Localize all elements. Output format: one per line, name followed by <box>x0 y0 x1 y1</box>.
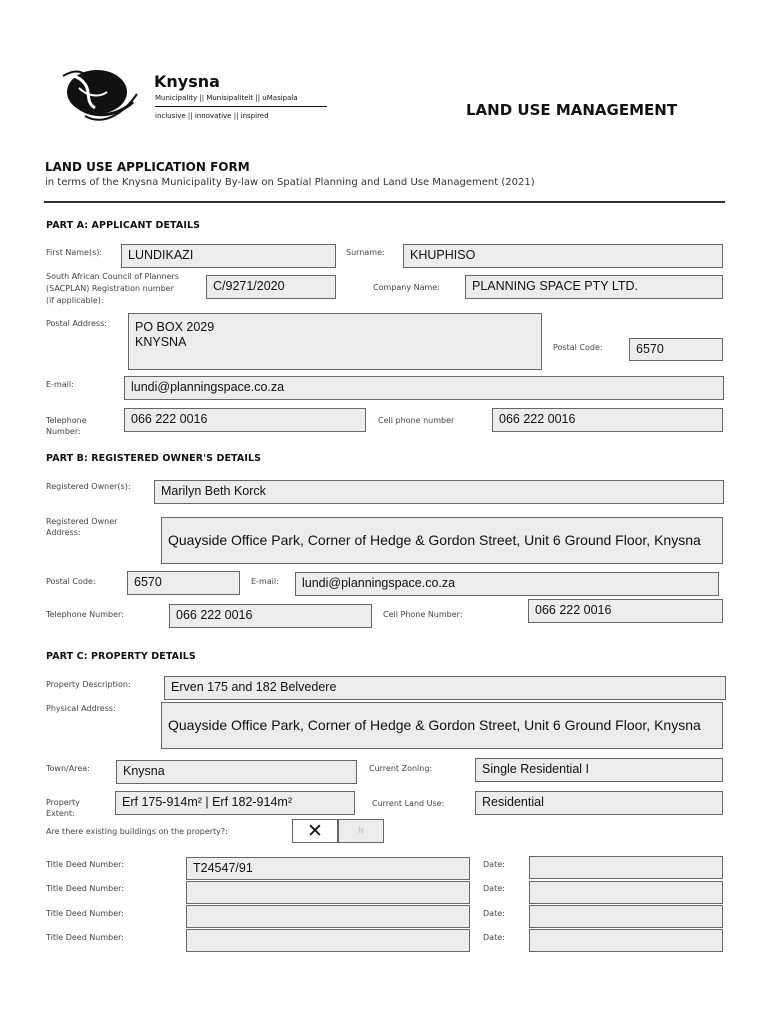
title-deed-field-4[interactable] <box>186 929 470 952</box>
sacplan-label-3: (if applicable): <box>46 296 104 305</box>
existing-buildings-yes-checkbox[interactable] <box>292 819 338 843</box>
owner-cellphone-label: Cell Phone Number: <box>383 610 463 619</box>
company-field[interactable]: PLANNING SPACE PTY LTD. <box>465 275 723 299</box>
title-deed-date-label-4: Date: <box>483 933 505 942</box>
title-deed-date-label-1: Date: <box>483 860 505 869</box>
telephone-field[interactable]: 066 222 0016 <box>124 408 366 432</box>
title-deed-label-4: Title Deed Number: <box>46 933 125 942</box>
registered-owner-field[interactable]: Marilyn Beth Korck <box>154 480 724 504</box>
owner-postal-code-label: Postal Code: <box>46 577 96 586</box>
owner-address-label-2: Address: <box>46 528 81 537</box>
physical-address-field[interactable]: Quayside Office Park, Corner of Hedge & Gordon Street, Unit 6 Ground Floor, Knysna <box>161 702 723 749</box>
cellphone-field[interactable]: 066 222 0016 <box>492 408 723 432</box>
title-deed-date-label-2: Date: <box>483 884 505 893</box>
checkmark-x-icon: ✕ <box>307 820 323 842</box>
cellphone-label: Cell phone number <box>378 416 455 425</box>
existing-buildings-no-checkbox[interactable] <box>338 819 384 843</box>
owner-postal-code-field[interactable]: 6570 <box>127 571 240 595</box>
no-option-label: N <box>358 826 364 835</box>
title-deed-date-field-4[interactable] <box>529 929 723 952</box>
first-name-label: First Name(s): <box>46 248 103 257</box>
sacplan-label-1: South African Council of Planners <box>46 272 179 281</box>
logo-line-1: Municipality || Munisipaliteit || uMasipala <box>155 94 298 102</box>
title-deed-field-1[interactable]: T24547/91 <box>186 857 470 880</box>
title-deed-label-3: Title Deed Number: <box>46 909 125 918</box>
header-divider <box>44 201 725 203</box>
first-name-field[interactable]: LUNDIKAZI <box>121 244 336 268</box>
land-use-field[interactable]: Residential <box>475 791 723 815</box>
title-deed-date-label-3: Date: <box>483 909 505 918</box>
registered-owner-label: Registered Owner(s): <box>46 482 131 491</box>
surname-label: Surname: <box>346 248 385 257</box>
title-deed-date-field-2[interactable] <box>529 881 723 904</box>
property-extent-label-2: Extent: <box>46 809 75 818</box>
surname-field[interactable]: KHUPHISO <box>403 244 723 268</box>
owner-email-field[interactable]: lundi@planningspace.co.za <box>295 572 719 596</box>
title-deed-field-2[interactable] <box>186 881 470 904</box>
property-extent-field[interactable]: Erf 175-914m² | Erf 182-914m² <box>115 791 355 815</box>
sacplan-field[interactable]: C/9271/2020 <box>206 275 336 299</box>
property-description-field[interactable]: Erven 175 and 182 Belvedere <box>164 676 726 700</box>
physical-address-label: Physical Address: <box>46 704 116 713</box>
owner-telephone-label: Telephone Number: <box>46 610 124 619</box>
sacplan-label-2: (SACPLAN) Registration number <box>46 284 174 293</box>
municipality-logo <box>55 62 335 128</box>
town-field[interactable]: Knysna <box>116 760 357 784</box>
logo-name: Knysna <box>154 72 220 91</box>
title-deed-date-field-1[interactable] <box>529 856 723 879</box>
property-extent-label-1: Property <box>46 798 80 807</box>
title-deed-field-3[interactable] <box>186 905 470 928</box>
logo-line-2: inclusive || innovative || inspired <box>155 112 269 120</box>
title-deed-label-1: Title Deed Number: <box>46 860 125 869</box>
owner-address-field[interactable]: Quayside Office Park, Corner of Hedge & Gordon Street, Unit 6 Ground Floor, Knysna <box>161 517 723 564</box>
email-label: E-mail: <box>46 380 74 389</box>
postal-address-field[interactable]: PO BOX 2029 KNYSNA <box>128 313 542 370</box>
postal-address-label: Postal Address: <box>46 319 107 328</box>
owner-telephone-field[interactable]: 066 222 0016 <box>169 604 372 628</box>
postal-code-label: Postal Code: <box>553 343 603 352</box>
postal-code-field[interactable]: 6570 <box>629 338 723 361</box>
telephone-label-2: Number: <box>46 427 81 436</box>
logo-divider <box>155 106 327 107</box>
owner-cellphone-field[interactable]: 066 222 0016 <box>528 599 723 623</box>
land-use-label: Current Land Use: <box>372 799 445 808</box>
zoning-label: Current Zoning: <box>369 764 433 773</box>
existing-buildings-label: Are there existing buildings on the property?: <box>46 827 228 836</box>
knysna-emblem-icon <box>55 62 155 128</box>
document-title: LAND USE MANAGEMENT <box>466 101 678 119</box>
title-deed-date-field-3[interactable] <box>529 905 723 928</box>
town-label: Town/Area: <box>46 764 90 773</box>
owner-address-label-1: Registered Owner <box>46 517 118 526</box>
part-c-heading: PART C: PROPERTY DETAILS <box>46 651 196 662</box>
form-subtitle: in terms of the Knysna Municipality By-law on Spatial Planning and Land Use Management (2021) <box>45 177 535 188</box>
part-a-heading: PART A: APPLICANT DETAILS <box>46 220 201 231</box>
title-deed-label-2: Title Deed Number: <box>46 884 125 893</box>
zoning-field[interactable]: Single Residential I <box>475 758 723 782</box>
email-field[interactable]: lundi@planningspace.co.za <box>124 376 724 400</box>
form-title: LAND USE APPLICATION FORM <box>45 160 250 174</box>
owner-email-label: E-mail: <box>251 577 279 586</box>
property-description-label: Property Description: <box>46 680 131 689</box>
company-label: Company Name: <box>373 283 440 292</box>
telephone-label-1: Telephone <box>46 416 87 425</box>
part-b-heading: PART B: REGISTERED OWNER'S DETAILS <box>46 453 262 464</box>
